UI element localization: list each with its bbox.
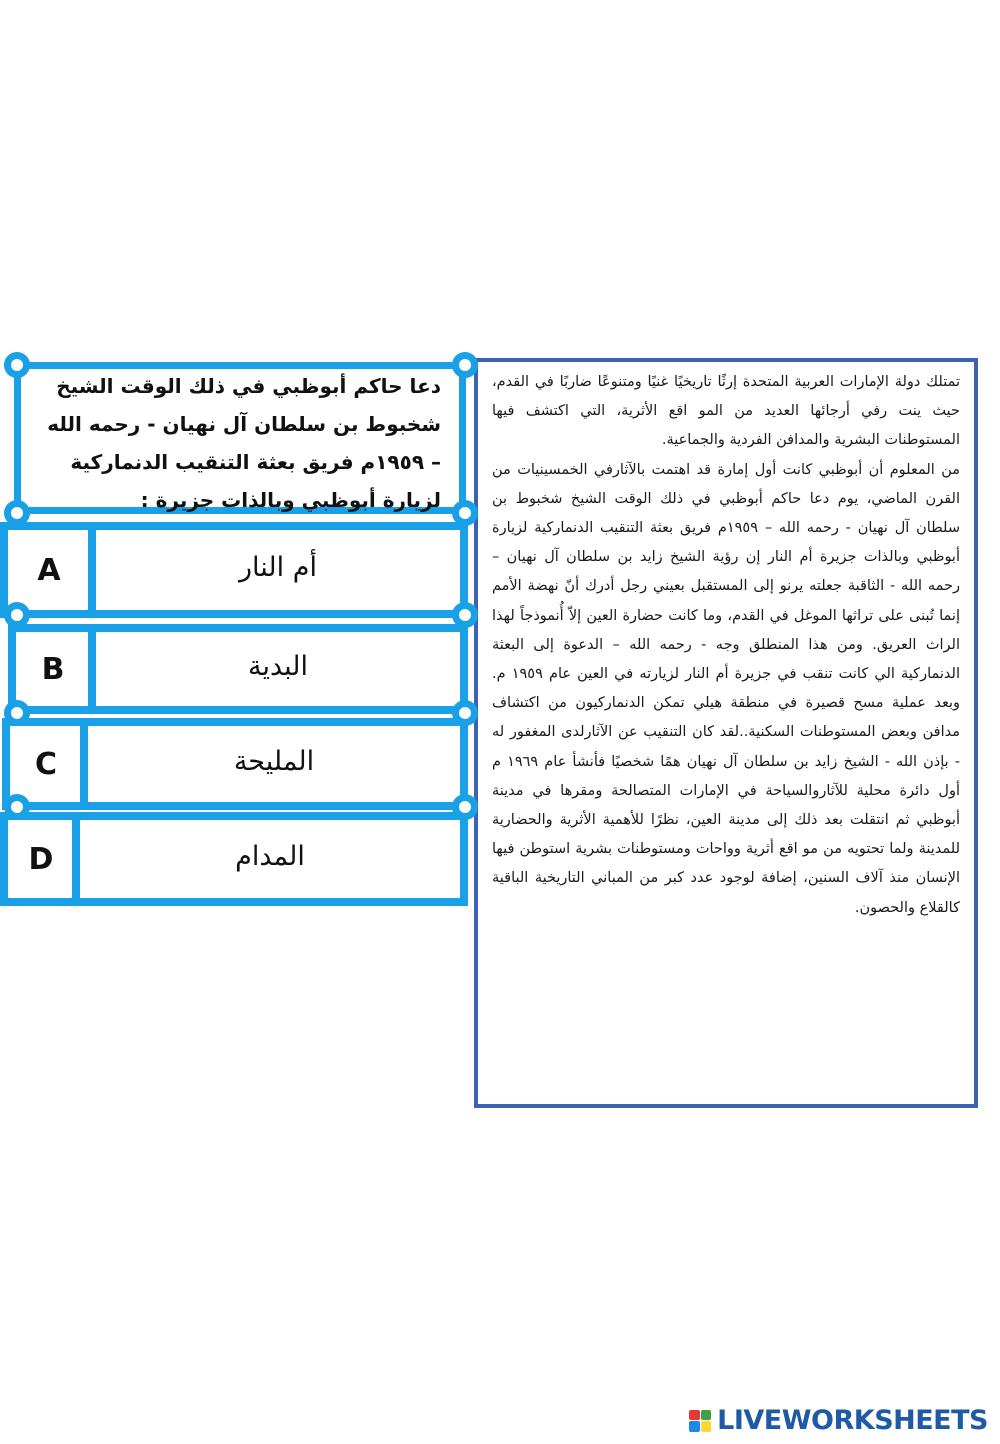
decorative-notch (452, 352, 478, 378)
decorative-notch (4, 700, 30, 726)
logo-square-red (689, 1410, 700, 1421)
question-box (14, 362, 466, 514)
option-d-answer: المدام (235, 840, 305, 872)
decorative-notch (4, 500, 30, 526)
decorative-notch (4, 602, 30, 628)
decorative-notch (452, 794, 478, 820)
option-a-letter: A (37, 552, 61, 588)
option-c-letter: C (34, 746, 58, 782)
logo-square-green (701, 1410, 712, 1421)
reading-passage (474, 358, 978, 1108)
decorative-notch (452, 602, 478, 628)
decorative-notch (4, 352, 30, 378)
brand-name: LIVEWORKSHEETS (717, 1405, 988, 1436)
option-c-answer-box[interactable] (80, 718, 468, 810)
option-b-answer-box[interactable] (88, 624, 468, 714)
decorative-notch (452, 500, 478, 526)
liveworksheets-logo-icon (689, 1410, 711, 1432)
option-b-letter: B (41, 651, 65, 687)
question-text: دعا حاكم أبوظبي في ذلك الوقت الشيخ شخبوط بن سلطان آل نهيان - رحمه الله – ١٩٥٩م فريق بعثة التنقيب الدنماركية لزيارة أبوظبي وبالذات جزيرة : (47, 374, 441, 512)
option-c-answer: المليحة (233, 745, 315, 777)
option-d-letter-box (0, 812, 82, 906)
decorative-notch (4, 794, 30, 820)
option-a-answer-box[interactable] (88, 522, 468, 618)
liveworksheets-brand[interactable] (689, 1405, 988, 1436)
logo-square-yellow (701, 1421, 712, 1432)
option-d-letter: D (28, 841, 54, 877)
passage-text: تمتلك دولة الإمارات العربية المتحدة إرثًا تاريخيًا غنيًا ومتنوعًا ضاربًا في القدم، حيث ينت رفي أرجائها العديد من المو اقع الأثرية، التي اكتشف فيها المستوطنات البشرية والمدافن الفردية والجماعية. من المعلوم أن أبوظبي كانت أول إمارة قد اهتمت بالآثارفي الخمسينيات من القرن الماضي، يوم دعا حاكم أبوظبي في ذلك الوقت الشيخ شخبوط بن سلطان آل نهيان - رحمه الله – ١٩٥٩م فريق بعثة التنقيب الدنماركية لزيارة أبوظبي وبالذات جزيرة أم النار إن رؤية الشيخ زايد بن سلطان آل نهيان – رحمه الله - الثاقبة جعلته يرنو إلى المستقبل بعيني رجل أدرك أنّ نهضة الأمم إنما تُبنى على تراثها الموغل في القدم، وما كانت حضارة العين إلاّ أُنموذجاً لهذا الراث العريق. ومن هذا المنطلق وجه - رحمه الله – الدعوة إلى البعثة الدنماركية الي كانت تنقب في جزيرة أم النار لزيارته في العين عام ١٩٥٩ م. وبعد عملية مسح قصيرة في منطقة هيلي تمكن الدنماركيون من اكتشاف مدافن وبعض المستوطنات السكنية..لقد كان التنقيب عن الآثارلدى المغفور له - بإذن الله - الشيخ زايد بن سلطان آل نهيان همًا شخصيًا فأنشأ عام ١٩٦٩ م أول دائرة محلية للآثاروالسياحة في الإمارات المتصالحة ومقرها في مدينة أبوظبي ثم انتقلت بعد ذلك إلى مدينة العين، نظرًا للأهمية الأثرية والحضارية للمدينة ولما تحتويه من مو اقع أثرية وواحات ومستوطنات بشرية استوطن فيها الإنسان منذ آلاف السنين، إضافة لوجود عدد كبر من المباني التاريخية الباقية كالقلاع والحصون. (492, 374, 960, 916)
logo-square-blue (689, 1421, 700, 1432)
option-b-answer: البدية (247, 650, 309, 682)
decorative-notch (452, 700, 478, 726)
option-d-answer-box[interactable] (72, 812, 468, 906)
option-a-answer: أم النار (239, 551, 317, 583)
